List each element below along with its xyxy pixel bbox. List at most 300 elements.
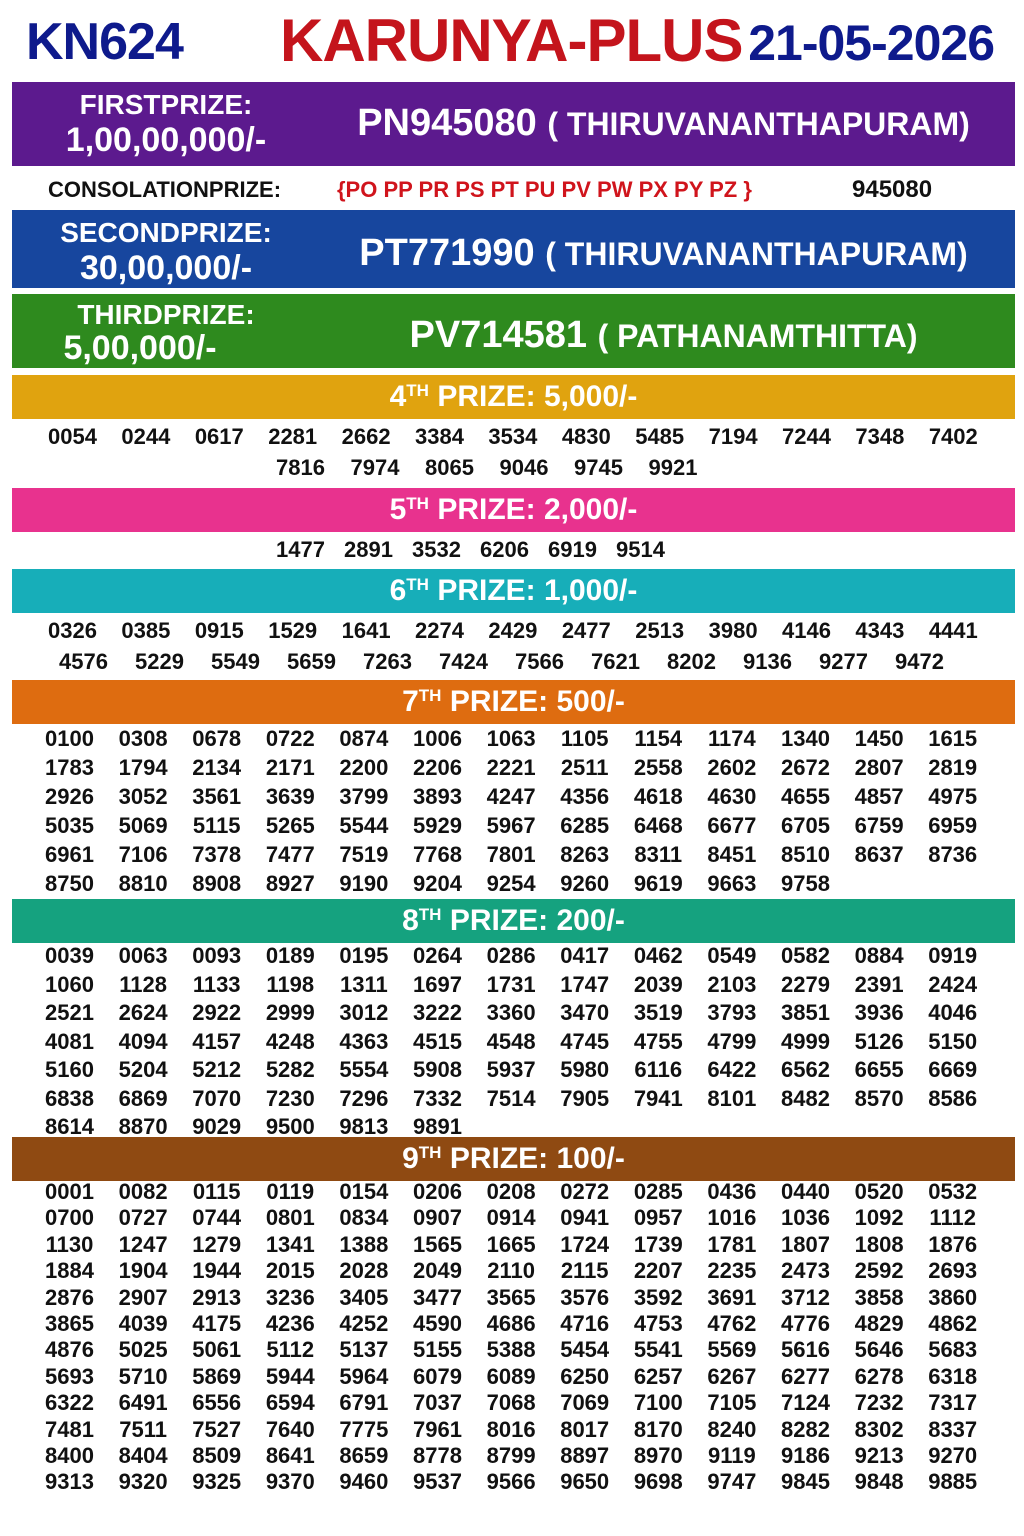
winning-number: 7124 <box>781 1390 830 1416</box>
winning-number: 6257 <box>633 1363 683 1389</box>
winning-number: 7296 <box>339 1085 389 1111</box>
winning-number: 6959 <box>928 813 978 838</box>
winning-number: 6869 <box>118 1085 168 1111</box>
winning-number: 5115 <box>192 813 241 838</box>
winning-number: 0039 <box>45 943 94 968</box>
winning-number: 4829 <box>854 1311 904 1336</box>
prize-8-header: 8TH PRIZE: 200/- <box>12 899 1015 943</box>
winning-number: 7640 <box>265 1416 315 1442</box>
winning-number: 8897 <box>560 1443 610 1468</box>
winning-number: 8659 <box>339 1443 389 1468</box>
winning-number: 1884 <box>45 1258 94 1284</box>
winning-number: 9046 <box>499 455 549 480</box>
winning-number: 0385 <box>121 618 171 643</box>
winning-number: 9190 <box>339 871 389 896</box>
winning-number: 8017 <box>560 1416 610 1442</box>
winning-number: 3639 <box>265 784 315 809</box>
winning-number: 1876 <box>928 1231 978 1257</box>
winning-number: 1016 <box>707 1205 757 1231</box>
winning-number: 6322 <box>45 1390 94 1416</box>
winning-number: 2624 <box>118 1000 168 1025</box>
winning-number: 8482 <box>781 1085 830 1111</box>
winning-number: 7481 <box>45 1416 94 1442</box>
winning-number: 6468 <box>633 813 683 838</box>
draw-code: KN624 <box>26 13 183 71</box>
winning-number: 8282 <box>781 1416 830 1442</box>
winning-number: 6655 <box>854 1057 904 1082</box>
winning-number: 0189 <box>265 943 315 968</box>
winning-number: 2602 <box>707 755 757 780</box>
first-prize-place: ( THIRUVANANTHAPURAM) <box>547 106 970 142</box>
winning-number: 2429 <box>488 618 538 643</box>
winning-number: 1006 <box>413 726 462 751</box>
winning-number: 5683 <box>928 1337 978 1363</box>
prize-9-label: PRIZE: 100/- <box>449 1142 625 1175</box>
winning-number: 2521 <box>45 1000 94 1025</box>
winning-number: 9537 <box>413 1469 462 1495</box>
first-prize-amount: 1,00,00,000/- <box>65 121 267 159</box>
winning-number: 8810 <box>118 871 168 896</box>
winning-number: 0208 <box>486 1179 536 1204</box>
winning-number: 7527 <box>192 1416 242 1442</box>
winning-number: 1036 <box>781 1205 830 1231</box>
prize-9-header: 9TH PRIZE: 100/- <box>12 1137 1015 1181</box>
winning-number: 9136 <box>743 649 792 674</box>
winning-number: 2477 <box>561 618 611 643</box>
winning-number: 2672 <box>781 755 830 780</box>
winning-number: 4146 <box>782 618 831 643</box>
winning-number: 8311 <box>634 842 683 867</box>
winning-number: 1904 <box>118 1258 168 1284</box>
prize-4-label: PRIZE: 5,000/- <box>437 380 638 413</box>
winning-number: 0462 <box>633 943 683 968</box>
winning-number: 3592 <box>633 1284 683 1310</box>
winning-number: 1311 <box>340 971 388 997</box>
winning-number: 0914 <box>486 1205 536 1231</box>
winning-number: 8637 <box>854 842 904 867</box>
winning-number: 1174 <box>708 726 756 751</box>
winning-number: 0874 <box>339 726 389 751</box>
winning-number: 4862 <box>928 1311 978 1336</box>
winning-number: 6267 <box>707 1363 757 1389</box>
winning-number: 8510 <box>781 842 830 867</box>
prize-9-ordinal: 9 <box>402 1142 419 1175</box>
winning-number: 2049 <box>413 1258 462 1284</box>
winning-number: 8337 <box>928 1416 978 1442</box>
winning-number: 1060 <box>45 971 94 997</box>
winning-number: 3576 <box>560 1284 610 1310</box>
winning-number: 0326 <box>48 618 97 643</box>
winning-number: 0001 <box>45 1179 94 1204</box>
winning-number: 2221 <box>486 755 536 780</box>
winning-number: 4745 <box>560 1028 610 1054</box>
winning-number: 9698 <box>633 1469 683 1495</box>
winning-number: 8170 <box>633 1416 683 1442</box>
winning-number: 0206 <box>413 1179 462 1204</box>
winning-number: 0957 <box>633 1205 683 1231</box>
second-prize-label: SECONDPRIZE: <box>60 217 272 248</box>
winning-number: 3858 <box>854 1284 904 1310</box>
winning-number: 4830 <box>561 424 611 449</box>
first-prize-ticket: PN945080 <box>357 102 537 144</box>
winning-number: 3691 <box>707 1284 757 1310</box>
winning-number: 3712 <box>781 1284 830 1310</box>
winning-number: 2115 <box>560 1258 609 1284</box>
winning-number: 2876 <box>45 1284 94 1310</box>
draw-date: 21-05-2026 <box>748 15 994 71</box>
winning-number: 3532 <box>412 537 461 562</box>
winning-number: 1808 <box>854 1231 904 1257</box>
result-header <box>0 0 1024 82</box>
winning-number: 8908 <box>192 871 242 896</box>
winning-number: 7941 <box>633 1085 683 1111</box>
winning-number: 5693 <box>45 1363 94 1389</box>
winning-number: 9320 <box>118 1469 168 1495</box>
first-prize-label: FIRSTPRIZE: <box>79 89 253 120</box>
winning-number: 9370 <box>265 1469 315 1495</box>
prize-7-header: 7TH PRIZE: 500/- <box>12 680 1015 724</box>
winning-number: 3360 <box>486 1000 536 1025</box>
winning-number: 0054 <box>48 424 97 449</box>
winning-number: 3052 <box>118 784 168 809</box>
winning-number: 6705 <box>781 813 830 838</box>
winning-number: 5710 <box>118 1363 168 1389</box>
winning-number: 0700 <box>45 1205 94 1231</box>
winning-number: 4175 <box>192 1311 242 1336</box>
winning-number: 7230 <box>265 1085 315 1111</box>
winning-number: 0532 <box>928 1179 978 1204</box>
prize-6-label: PRIZE: 1,000/- <box>437 574 638 607</box>
winning-number: 2558 <box>633 755 683 780</box>
second-prize-ticket-line <box>312 232 1015 275</box>
prize-7-numbers <box>12 726 1015 896</box>
winning-number: 8302 <box>854 1416 904 1442</box>
winning-number: 3470 <box>560 1000 610 1025</box>
winning-number: 3222 <box>413 1000 462 1025</box>
winning-number: 5485 <box>635 424 685 449</box>
winning-number: 3534 <box>488 424 538 449</box>
winning-number: 7768 <box>413 842 462 867</box>
winning-number: 8970 <box>633 1443 683 1468</box>
winning-number: 8586 <box>928 1085 978 1111</box>
winning-number: 4755 <box>633 1028 683 1054</box>
prize-6-header: 6TH PRIZE: 1,000/- <box>12 569 1015 613</box>
winning-number: 5544 <box>339 813 389 838</box>
winning-number: 7069 <box>560 1390 610 1416</box>
winning-number: 9277 <box>819 649 868 674</box>
winning-number: 7514 <box>486 1085 536 1111</box>
winning-number: 4799 <box>707 1028 757 1054</box>
winning-number: 5229 <box>135 649 184 674</box>
winning-number: 9566 <box>486 1469 536 1495</box>
winning-number: 9500 <box>265 1114 315 1139</box>
winning-number: 1665 <box>486 1231 536 1257</box>
winning-number: 1128 <box>119 971 167 997</box>
winning-number: 5282 <box>265 1057 315 1082</box>
winning-number: 8240 <box>707 1416 757 1442</box>
winning-number: 7511 <box>119 1416 167 1442</box>
winning-number: 4248 <box>265 1028 315 1054</box>
winning-number: 5908 <box>413 1057 462 1082</box>
winning-number: 2819 <box>928 755 978 780</box>
winning-number: 9186 <box>781 1443 830 1468</box>
winning-number: 4343 <box>855 618 905 643</box>
winning-number: 9921 <box>648 455 698 480</box>
winning-number: 8736 <box>928 842 978 867</box>
prize-9-numbers <box>12 1179 1015 1499</box>
winning-number: 7566 <box>515 649 564 674</box>
prize-7-ordinal: 7 <box>402 685 419 718</box>
winning-number: 2391 <box>854 971 904 997</box>
third-prize-label: THIRDPRIZE: <box>77 299 255 330</box>
winning-number: 2281 <box>268 424 318 449</box>
winning-number: 6422 <box>707 1057 757 1082</box>
winning-number: 2039 <box>633 971 683 997</box>
winning-number: 7332 <box>413 1085 462 1111</box>
winning-number: 1529 <box>268 618 318 643</box>
winning-number: 5112 <box>266 1337 315 1363</box>
winning-number: 9813 <box>339 1114 389 1139</box>
winning-number: 5549 <box>211 649 260 674</box>
winning-number: 7477 <box>265 842 315 867</box>
winning-number: 2926 <box>45 784 94 809</box>
winning-number: 3519 <box>633 1000 683 1025</box>
prize-5-ordinal: 5 <box>389 493 407 526</box>
winning-number: 3405 <box>339 1284 389 1310</box>
winning-number: 2200 <box>339 755 389 780</box>
winning-number: 0941 <box>560 1205 610 1231</box>
winning-number: 7905 <box>560 1085 610 1111</box>
winning-number: 3893 <box>413 784 462 809</box>
winning-number: 2207 <box>633 1258 683 1284</box>
winning-number: 9313 <box>45 1469 94 1495</box>
winning-number: 4576 <box>59 649 108 674</box>
winning-number: 5554 <box>339 1057 389 1082</box>
winning-number: 5646 <box>854 1337 904 1363</box>
winning-number: 3384 <box>415 424 464 449</box>
prize-8-ordinal: 8 <box>402 904 419 937</box>
winning-number: 8870 <box>118 1114 168 1139</box>
winning-number: 2103 <box>707 971 757 997</box>
winning-number: 2807 <box>854 755 904 780</box>
winning-number: 0285 <box>633 1179 683 1204</box>
winning-number: 6562 <box>781 1057 830 1082</box>
second-prize-bar <box>12 210 1015 288</box>
winning-number: 8778 <box>413 1443 462 1468</box>
prize-7-label: PRIZE: 500/- <box>449 685 625 718</box>
winning-number: 4753 <box>633 1311 683 1336</box>
winning-number: 0884 <box>854 943 904 968</box>
winning-number: 9029 <box>192 1114 242 1139</box>
winning-number: 7348 <box>855 424 905 449</box>
winning-number: 7100 <box>633 1390 683 1416</box>
winning-number: 6919 <box>548 537 597 562</box>
winning-number: 7621 <box>591 649 640 674</box>
winning-number: 2134 <box>192 755 242 780</box>
winning-number: 2592 <box>854 1258 904 1284</box>
winning-number: 5155 <box>413 1337 462 1363</box>
winning-number: 1092 <box>854 1205 904 1231</box>
winning-number: 4716 <box>560 1311 610 1336</box>
second-prize-amount: 30,00,000/- <box>79 249 253 287</box>
winning-number: 1781 <box>707 1231 757 1257</box>
prize-5-label: PRIZE: 2,000/- <box>437 493 638 526</box>
winning-number: 1641 <box>341 618 391 643</box>
winning-number: 3477 <box>413 1284 462 1310</box>
winning-number: 0195 <box>339 943 389 968</box>
winning-number: 0093 <box>192 943 242 968</box>
winning-number: 6278 <box>854 1363 904 1389</box>
winning-number: 1279 <box>192 1231 242 1257</box>
winning-number: 9325 <box>192 1469 242 1495</box>
second-prize-ticket: PT771990 <box>359 232 535 274</box>
winning-number: 9845 <box>781 1469 830 1495</box>
winning-number: 5659 <box>287 649 336 674</box>
winning-number: 9747 <box>707 1469 757 1495</box>
winning-number: 6759 <box>854 813 904 838</box>
third-prize-bar <box>12 294 1015 368</box>
winning-number: 1731 <box>486 971 536 997</box>
winning-number: 2693 <box>928 1258 978 1284</box>
winning-number: 6089 <box>486 1363 536 1389</box>
winning-number: 9619 <box>633 871 683 896</box>
winning-number: 7105 <box>707 1390 757 1416</box>
winning-number: 0549 <box>707 943 757 968</box>
winning-number: 9848 <box>854 1469 904 1495</box>
winning-number: 2511 <box>560 755 609 780</box>
prize-4-numbers <box>12 424 1015 484</box>
prize-4-header: 4TH PRIZE: 5,000/- <box>12 375 1015 419</box>
consolation-label: CONSOLATIONPRIZE: <box>48 177 282 202</box>
winning-number: 5454 <box>560 1337 610 1363</box>
winning-number: 0678 <box>192 726 242 751</box>
winning-number: 7317 <box>928 1390 978 1416</box>
winning-number: 0915 <box>194 618 244 643</box>
winning-number: 0722 <box>265 726 315 751</box>
winning-number: 4876 <box>45 1337 94 1363</box>
winning-number: 9514 <box>616 537 665 562</box>
winning-number: 4618 <box>633 784 683 809</box>
winning-number: 8641 <box>265 1443 315 1468</box>
winning-number: 4655 <box>781 784 830 809</box>
winning-number: 6491 <box>118 1390 168 1416</box>
winning-number: 4252 <box>339 1311 389 1336</box>
winning-number: 6594 <box>265 1390 315 1416</box>
winning-number: 3865 <box>45 1311 94 1336</box>
winning-number: 6250 <box>560 1363 610 1389</box>
winning-number: 4686 <box>486 1311 536 1336</box>
winning-number: 5061 <box>192 1337 242 1363</box>
winning-number: 6677 <box>707 813 757 838</box>
winning-number: 8016 <box>486 1416 536 1442</box>
winning-number: 5160 <box>45 1057 94 1082</box>
winning-number: 1133 <box>192 971 241 997</box>
winning-number: 6318 <box>928 1363 978 1389</box>
winning-number: 6079 <box>413 1363 462 1389</box>
winning-number: 1615 <box>928 726 978 751</box>
winning-number: 3565 <box>486 1284 536 1310</box>
winning-number: 0154 <box>339 1179 389 1204</box>
winning-number: 5035 <box>45 813 94 838</box>
winning-number: 9260 <box>560 871 610 896</box>
winning-number: 6669 <box>928 1057 978 1082</box>
winning-number: 6277 <box>781 1363 830 1389</box>
winning-number: 3799 <box>339 784 389 809</box>
prize-4-ordinal: 4 <box>389 380 407 413</box>
third-prize-place: ( PATHANAMTHITTA) <box>597 318 918 354</box>
winning-number: 9663 <box>707 871 757 896</box>
winning-number: 4081 <box>45 1028 94 1054</box>
winning-number: 4356 <box>560 784 610 809</box>
winning-number: 1747 <box>560 971 610 997</box>
winning-number: 5964 <box>339 1363 389 1389</box>
prize-8-numbers <box>12 943 1015 1139</box>
winning-number: 0919 <box>928 943 978 968</box>
winning-number: 0286 <box>486 943 536 968</box>
winning-number: 9254 <box>486 871 536 896</box>
winning-number: 6961 <box>45 842 94 867</box>
winning-number: 1944 <box>192 1258 242 1284</box>
winning-number: 4999 <box>781 1028 830 1054</box>
winning-number: 6116 <box>634 1057 683 1082</box>
winning-number: 1697 <box>413 971 462 997</box>
winning-number: 2110 <box>487 1258 535 1284</box>
winning-number: 9891 <box>413 1114 462 1139</box>
winning-number: 5929 <box>413 813 462 838</box>
winning-number: 2171 <box>265 755 315 780</box>
winning-number: 1477 <box>276 537 325 562</box>
second-prize-place: ( THIRUVANANTHAPURAM) <box>545 236 968 272</box>
winning-number: 3561 <box>192 784 242 809</box>
winning-number: 0308 <box>118 726 168 751</box>
winning-number: 4039 <box>118 1311 168 1336</box>
winning-number: 5204 <box>118 1057 168 1082</box>
winning-number: 7424 <box>439 649 488 674</box>
winning-number: 2922 <box>192 1000 242 1025</box>
winning-number: 1063 <box>486 726 536 751</box>
winning-number: 5980 <box>560 1057 610 1082</box>
winning-number: 9745 <box>574 455 623 480</box>
winning-number: 5150 <box>928 1028 978 1054</box>
winning-number: 8750 <box>45 871 94 896</box>
winning-number: 9460 <box>339 1469 389 1495</box>
winning-number: 1105 <box>560 726 609 751</box>
winning-number: 3851 <box>781 1000 830 1025</box>
winning-number: 5944 <box>265 1363 315 1389</box>
winning-number: 5212 <box>192 1057 242 1082</box>
first-prize-ticket-line <box>312 102 1015 145</box>
winning-number: 1739 <box>633 1231 683 1257</box>
winning-number: 2999 <box>265 1000 315 1025</box>
winning-number: 4548 <box>486 1028 536 1054</box>
winning-number: 7801 <box>486 842 536 867</box>
winning-number: 3012 <box>339 1000 389 1025</box>
winning-number: 2513 <box>635 618 685 643</box>
winning-number: 1198 <box>266 971 315 997</box>
winning-number: 5569 <box>707 1337 757 1363</box>
winning-number: 1154 <box>634 726 683 751</box>
winning-number: 5967 <box>486 813 536 838</box>
winning-number: 0907 <box>413 1205 462 1231</box>
third-prize-ticket-line <box>312 314 1015 357</box>
winning-number: 2028 <box>339 1258 389 1284</box>
winning-number: 1388 <box>339 1231 389 1257</box>
winning-number: 9885 <box>928 1469 978 1495</box>
winning-number: 3980 <box>708 618 758 643</box>
winning-number: 7961 <box>413 1416 462 1442</box>
winning-number: 8509 <box>192 1443 242 1468</box>
winning-number: 0440 <box>781 1179 830 1204</box>
